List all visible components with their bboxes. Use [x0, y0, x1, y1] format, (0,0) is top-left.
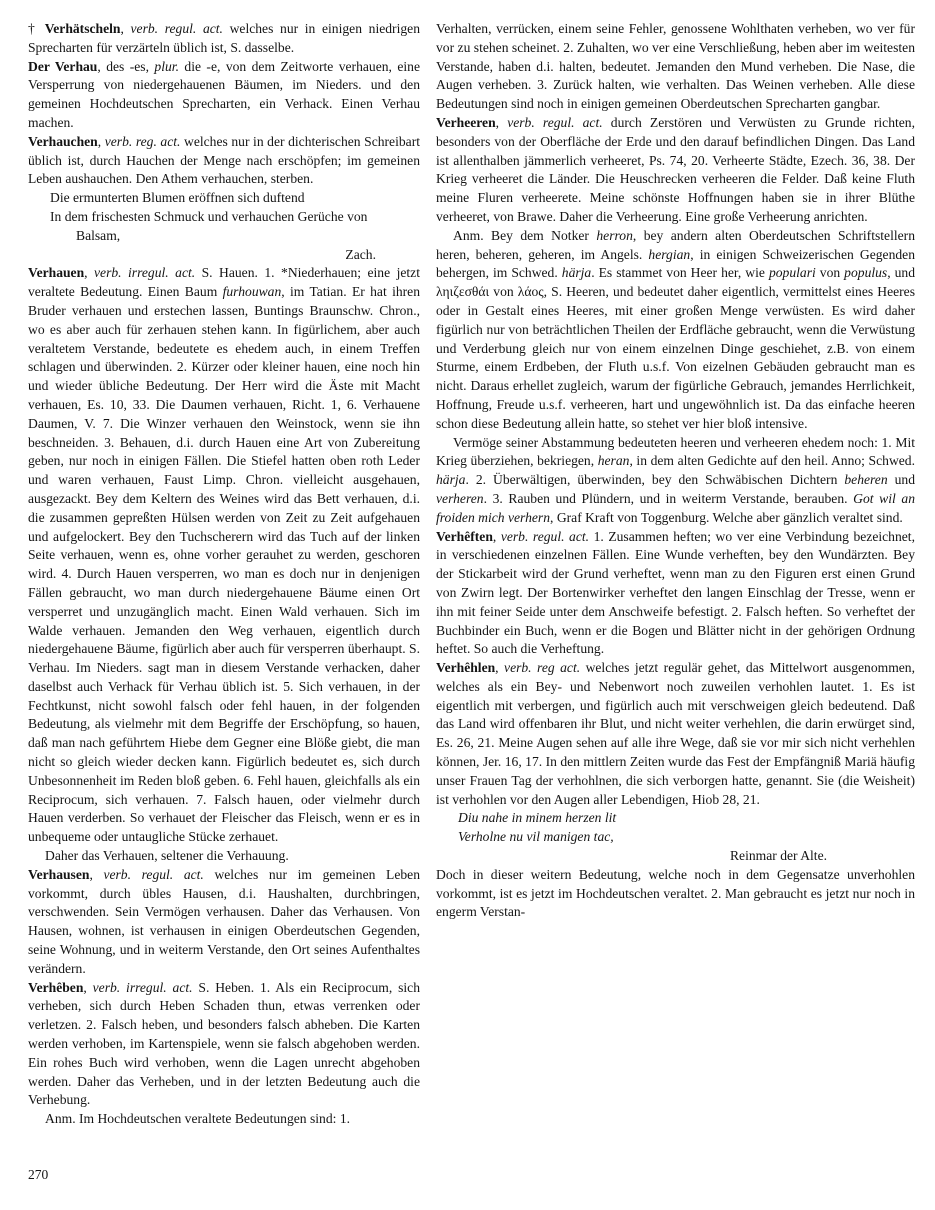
- entry-verhausen: Verhausen, verb. regul. act. welches nur im gemeinen Leben vorkommt, durch übles Hausen, d.i. Haushalten, durchbringen, verschwenden. Sein Vermögen verhausen. Daher das Verhausen. Von Hausen, wohnen, ist verhausen in einigen Oberdeutschen Gegenden, seine Wohnung, und in weiterm Verstande, den Ort seines Aufenthaltes verändern.: [28, 866, 420, 976]
- entry-verhau: Der Verhau, des -es, plur. die -e, von dem Zeitworte verhauen, eine Versperrung von niedergehauenen Bäumen, im Nieders. und den gemeinen Hochdeutschen Sprecharten, ein Verhack. Einen Verhau machen.: [28, 58, 420, 130]
- continuation-verheben: Verhalten, verrücken, einem seine Fehler, genossene Wohlthaten verheben, wo ver für vor zu stehen scheinet. 2. Zuhalten, wo ver eine Verschließung, heben aber im weitesten Verstande, haben d.i. halten, bedeutet. Jemanden den Mund verheben. Die Nase, die Augen verheben. 3. Zurück halten, wie verhalten. Das Weinen verheben. Alle diese Bedeutungen sind noch in einigen gemeinen Oberdeutschen Sprecharten gangbar.: [436, 21, 915, 112]
- page-number: 270: [28, 1167, 49, 1182]
- entry-verhaetscheln: † Verhätscheln, verb. regul. act. welches nur in einigen niedrigen Sprecharten für verzärteln üblich ist, S. dasselbe.: [28, 21, 420, 55]
- entry-verhauen: Verhauen, verb. irregul. act. S. Hauen. 1. *Niederhauen; eine jetzt veraltete Bedeutung. Einen Baum furhouwan, im Tatian. Er hat ihren Bruder verhauen und erstechen lassen, Buntings Braunschw. Chron., wo es aber auch für zerhauen stehen kann. In figürlichem, aber auch veraltetem Verstande, bedeutete es ehedem auch, in einem Treffen schlagen und überwinden. 2. Kürzer oder kleiner hauen, eine noch hin und wieder übliche Bedeutung. Der Herr wird die Äste mit Macht verhauen, Es. 10, 33. Die Daumen verhauen, Richt. 1, 6. Verhauene Daumen, V. 7. Die Winzer verhauen den Weinstock, wenn sie ihn beschneiden. 3. Behauen, d.i. durch Hauen eine Art von Zubereitung geben, nur noch in einigen Fällen. Die Stiefel hatten oben roth Leder und waren verhauen, Faust Limp. Chron. vielleicht ausgehauen, ausgezackt. Bey dem Keltern des Weines wird das Bett verhauen, d.i. die zusammen gepreßten Hülsen werden von Zeit zu Zeit aufgehauen und aufgelockert. Bey den Tuchscherern wird das Tuch auf der linken Seite verhauen, wenn es, ohne vorher gerauhet zu werden, geschoren wird. 4. Durch Hauen versperren, wo man es doch nur in denjenigen Fällen gebraucht, wo man durch niedergehauene Bäume einen Ort versperret und unzugänglich macht. Einen Wald verhauen. Sich im Walde verhauen. Jemanden den Weg verhauen, eigentlich durch niedergehauene Bäume, figürlich aber auch für versperren überhaupt. S. Verhau. Im Nieders. sagt man in diesem Verstande verhacken, daher daselbst auch Verhack für Verhau üblich ist. 5. Sich verhauen, in der Fechtkunst, nicht sowohl falsch oder fehl hauen, in der folgenden Bedeutung, als vielmehr mit dem Begriffe der Erschöpfung, so hauen, daß man nach geführtem Hiebe dem Gegner eine Blöße giebt, die man nicht so gleich wieder decken kann. Figürlich bedeutet es, sich durch Unbesonnenheit im Reden bloß geben. 6. Fehl hauen, gleichfalls als ein Reciprocum, sich verhauen. 7. Falsch hauen, oder vielmehr durch Hauen verderben. So verhauet der Fleischer das Fleisch, wenn er es in unbequeme oder untaugliche Stücke zerhauet.: [28, 265, 420, 845]
- verse-line: In dem frischesten Schmuck und verhauchen Gerüche von: [50, 208, 368, 224]
- verse-line: Diu nahe in minem herzen lit: [458, 810, 617, 826]
- derivation-note: Daher das Verhauen, seltener die Verhauung.: [45, 848, 289, 864]
- entry-verhehlen: Verhêhlen, verb. reg act. welches jetzt regulär gehet, das Mittelwort ausgenommen, welches als ein Bey- und Nebenwort noch zuweilen verhohlen lautet. 1. Es ist eigentlich mit verbergen, und figürlich auch mit verschweigen gleich bedeutend. Daß das Land wird offenbaren ihr Blut, und nicht weiter verhehlen, die darin erwürget sind, Es. 26, 21. Meine Augen sehen auf alle ihre Wege, daß sie vor mir sich nicht verhehlen können, Jer. 16, 17. In den mittlern Zeiten wurde das Fest der Empfängniß Mariä häufig unser Frauen Tag der verhohlnen, die sich verborgen hatte, genannt. Sie (die Weisheit) ist verhohlen vor den Augen aller Lebendigen, Hiob 28, 21.: [436, 660, 916, 807]
- text-columns: [28, 20, 915, 1129]
- right-column: [436, 20, 915, 1129]
- verse-attribution: Reinmar der Alte.: [729, 848, 827, 864]
- anm-note: Vermöge seiner Abstammung bedeuteten heeren und verheeren ehedem noch: 1. Mit Krieg überziehen, bekriegen, heran, in dem alten Gedichte auf den heil. Anno; Schwed. härja. 2. Überwältigen, überwinden, bey den Schwäbischen Dichtern beheren und verheren. 3. Rauben und Plündern, und in weiterm Verstande, berauben. Got wil an froiden mich verhern, Graf Kraft von Toggenburg. Welche aber gänzlich veraltet sind.: [436, 434, 916, 525]
- verse-line: Balsam,: [76, 227, 121, 243]
- anm-note: Anm. Im Hochdeutschen veraltete Bedeutungen sind: 1.: [45, 1111, 351, 1127]
- verse-line: Die ermunterten Blumen eröffnen sich duftend: [50, 190, 305, 206]
- entry-verhauchen: Verhauchen, verb. reg. act. welches nur in der dichterischen Schreibart üblich ist, durch Hauchen der Menge nach erschöpfen; im gemeinen Leben aushauchen. Den Athem verhauchen, sterben.: [28, 133, 421, 187]
- continuation-verhehlen: Doch in dieser weitern Bedeutung, welche noch in dem Gegensatze unverhohlen vorkommt, ist es jetzt im Hochdeutschen veraltet. 2. Man gebraucht es jetzt nur noch in engerm Verstan-: [436, 866, 915, 920]
- left-column: [28, 20, 420, 1129]
- verse-attribution: Zach.: [345, 246, 376, 262]
- entry-verheeren: Verheeren, verb. regul. act. durch Zerstören und Verwüsten zu Grunde richten, besonders von der Oberfläche der Erde und den darauf befindlichen Dingen. Das Land ist allenthalben jämmerlich verheeret, Ps. 74, 20. Verheerte Städte, Ezech. 36, 38. Der Krieg verheeret die Länder. Die Heuschrecken verheeren die Felder. Daß keine Fluth meine Fluren verheerete. Meine schönste Hoffnungen haben sie in ihrer Blüthe verheeret, von Brawe. Daher die Verheerung. Eine große Verheerung anrichten.: [436, 114, 915, 224]
- entry-verheften: Verhêften, verb. regul. act. 1. Zusammen heften; wo ver eine Verbindung bezeichnet, in verschiedenen einzelnen Fällen. Eine Wunde verheften, bey den Wundärzten. Bey der Stickarbeit wird der Grund verheftet, wenn man zu den Figuren erst einen Grund von Zwirn legt. Der Bortenwirker verheftet den langen Einschlag der Tresse, wenn er ihn mit feiner Seide unter dem Anschweife befestigt. 2. Falsch heften. So verheftet der Buchbinder ein Buch, wenn er die Bogen und Blätter nicht in der gehörigen Ordnung heftet. So auch die Verheftung.: [436, 528, 915, 657]
- entry-verheben: Verhêben, verb. irregul. act. S. Heben. 1. Als ein Reciprocum, sich verheben, sich durch Heben Schaden thun, etwas verrenken oder verletzen. 2. Falsch heben, und besonders falsch abheben. Die Karten werden verhoben, im Kartenspiele, wenn sie falsch abgehoben werden. Ein rohes Buch wird verhoben, wenn die Lagen unrecht abgehoben werden. Daher das Verheben, und in der letzten Bedeutung auch die Verhebung.: [28, 979, 421, 1108]
- anm-note: Anm. Bey dem Notker herron, bey andern alten Oberdeutschen Schriftstellern heren, beheren, geheren, im Angels. hergian, in einigen Schweizerischen Gegenden behergen, im Schwed. härja. Es stammet von Heer her, wie populari von populus, und ληιζεσθάι von λάος, S. Heeren, und bedeutet daher eigentlich, vermittelst eines Heeres oder in Gestalt eines Heeres, mit einer großen Menge verwüsten. Es wird daher figürlich nur von beträchtlichen Theilen der Erdfläche gebraucht, wenn die Verwüstung und Verderbung gleich nur von einem einzelnen Dinge geschiehet, z.B. von einem Sturme, einem Erdbeben, der Fluth u.s.f. Von eizelnen Gebäuden gebraucht man es nicht. Daraus erhellet zugleich, warum der figürliche Gebrauch, jemandes Herrlichkeit, Hoffnung, Freude u.s.f. verheeren, hart und ungewöhnlich ist. Da das einfache heeren schon diese Bedeutung allein hatte, so stehet ver hier bloß intensive.: [436, 227, 916, 431]
- verse-line: Verholne nu vil manigen tac,: [458, 829, 614, 845]
